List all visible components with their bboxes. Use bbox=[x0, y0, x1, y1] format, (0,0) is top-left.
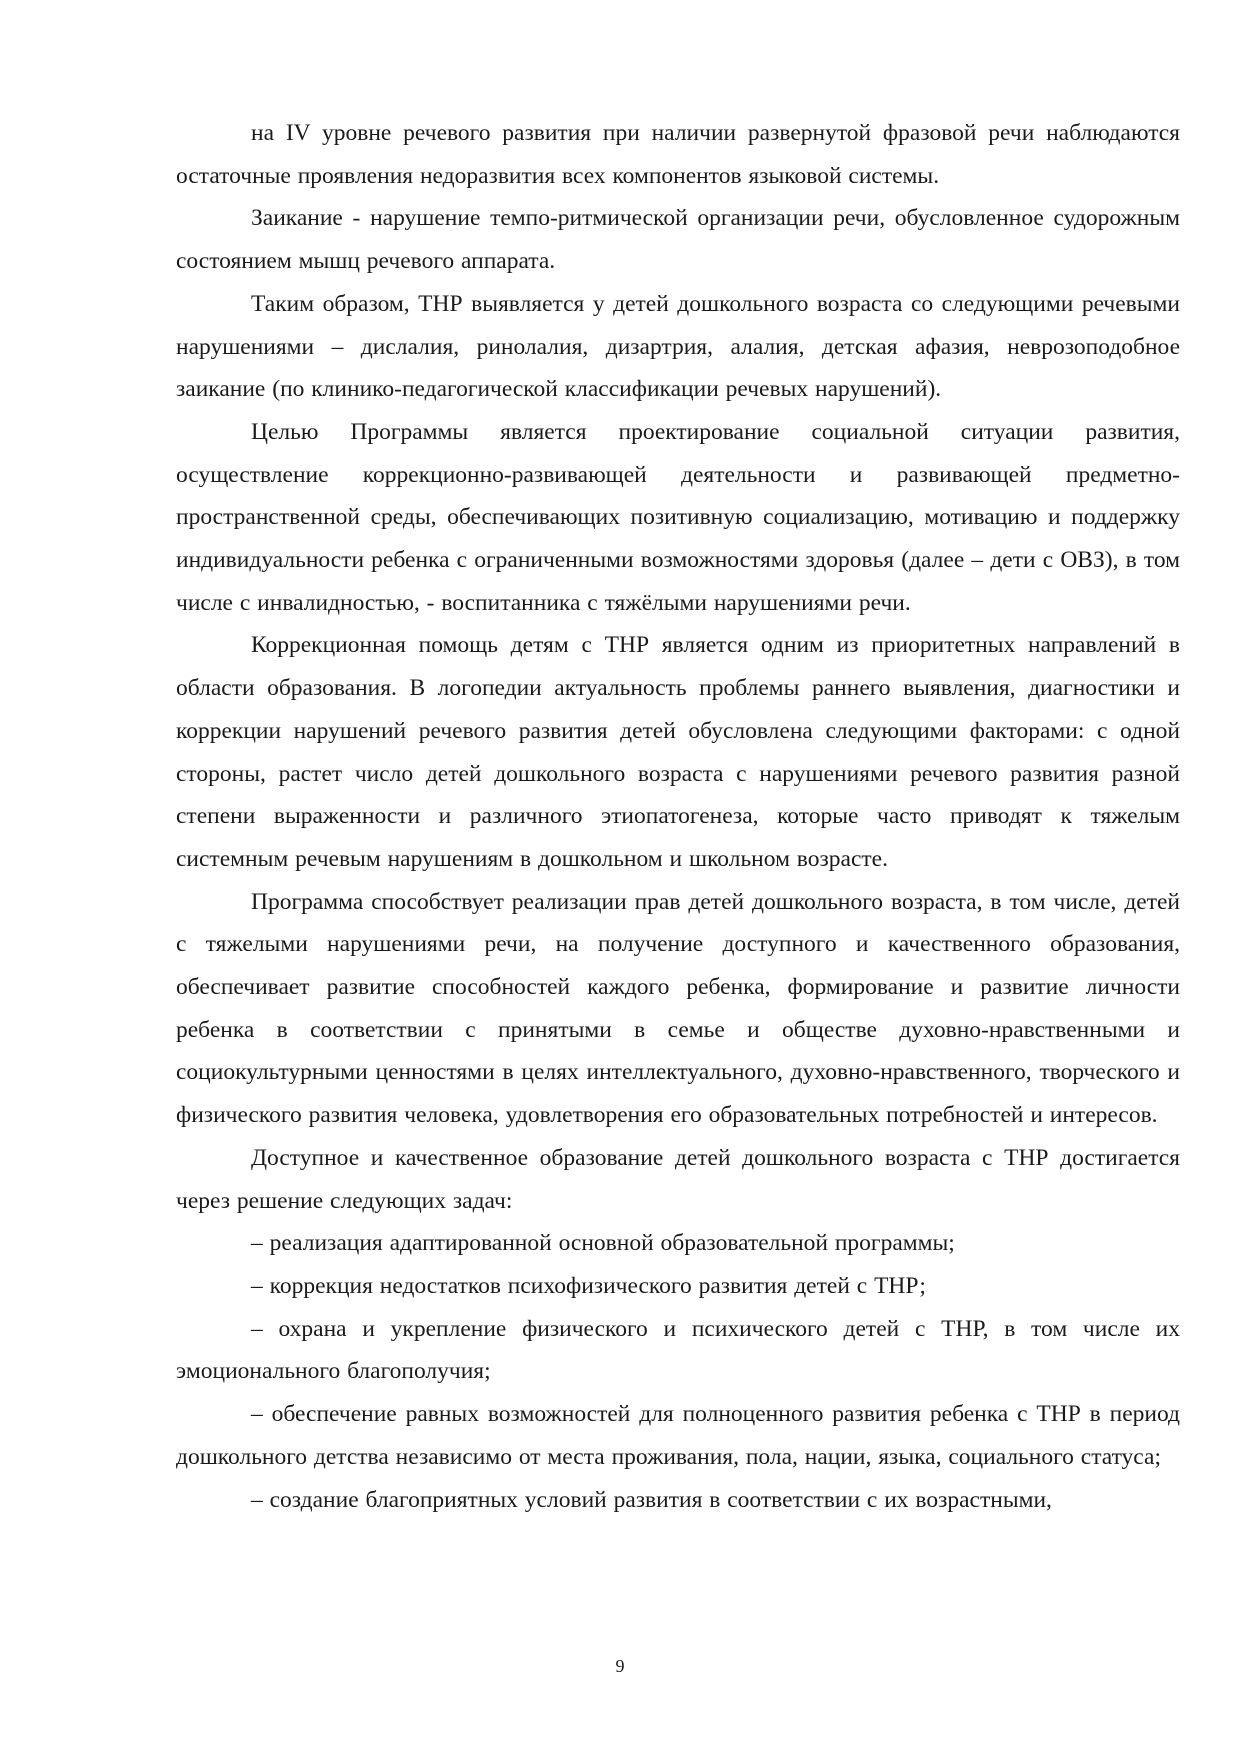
list-item-task-2: – коррекция недостатков психофизического развития детей с ТНР; bbox=[251, 1272, 926, 1299]
document-body bbox=[176, 112, 1180, 1521]
page-number: 9 bbox=[615, 1656, 625, 1676]
paragraph-program-rights: Программа способствует реализации прав детей дошкольного возраста, в том числе, детей с тяжелыми нарушениями речи, на получение доступного и качественного образования, обеспечивает развитие способностей каждого ребенка, формирование и развитие личности ребенка в соответствии с принятыми в семье и обществе духовно-нравственными и социокультурными ценностями в целях интеллектуального, духовно-нравственного, творческого и физического развития человека, удовлетворения его образовательных потребностей и интересов. bbox=[176, 888, 1180, 1129]
paragraph-speech-level-iv: на IV уровне речевого развития при наличии развернутой фразовой речи наблюдаются остаточные проявления недоразвития всех компонентов языковой системы. bbox=[176, 120, 1180, 189]
list-item-task-5: – создание благоприятных условий развития в соответствии с их возрастными, bbox=[251, 1486, 1052, 1513]
list-item-task-1: – реализация адаптированной основной образовательной программы; bbox=[251, 1230, 955, 1257]
list-item-task-4: – обеспечение равных возможностей для полноценного развития ребенка с ТНР в период дошкольного детства независимо от места проживания, пола, нации, языка, социального статуса; bbox=[176, 1401, 1180, 1470]
list-item-task-3: – охрана и укрепление физического и психического детей с ТНР, в том числе их эмоционального благополучия; bbox=[176, 1315, 1180, 1385]
paragraph-correctional-help: Коррекционная помощь детям с ТНР является одним из приоритетных направлений в области образования. В логопедии актуальность проблемы раннего выявления, диагностики и коррекции нарушений речевого развития детей обусловлена следующими факторами: с одной стороны, растет число детей дошкольного возраста с нарушениями речевого развития разной степени выраженности и различного этиопатогенеза, которые часто приводят к тяжелым системным речевым нарушениям в дошкольном и школьном возрасте. bbox=[176, 632, 1180, 872]
paragraph-stuttering: Заикание - нарушение темпо-ритмической организации речи, обусловленное судорожным состоянием мышц речевого аппарата. bbox=[176, 205, 1180, 275]
paragraph-program-goal: Целью Программы является проектирование социальной ситуации развития, осуществление коррекционно-развивающей деятельности и развивающей предметно-пространственной среды, обеспечивающих позитивную социализацию, мотивацию и поддержку индивидуальности ребенка с ограниченными возможностями здоровья (далее – дети с ОВЗ), в том числе с инвалидностью, - воспитанника с тяжёлыми нарушениями речи. bbox=[176, 418, 1180, 616]
paragraph-thr-disorders: Таким образом, ТНР выявляется у детей дошкольного возраста со следующими речевыми нарушениями – дислалия, ринолалия, дизартрия, алалия, детская афазия, неврозоподобное заикание (по клинико-педагогической классификации речевых нарушений). bbox=[176, 290, 1180, 403]
paragraph-tasks-intro: Доступное и качественное образование детей дошкольного возраста с ТНР достигается через решение следующих задач: bbox=[176, 1144, 1180, 1214]
